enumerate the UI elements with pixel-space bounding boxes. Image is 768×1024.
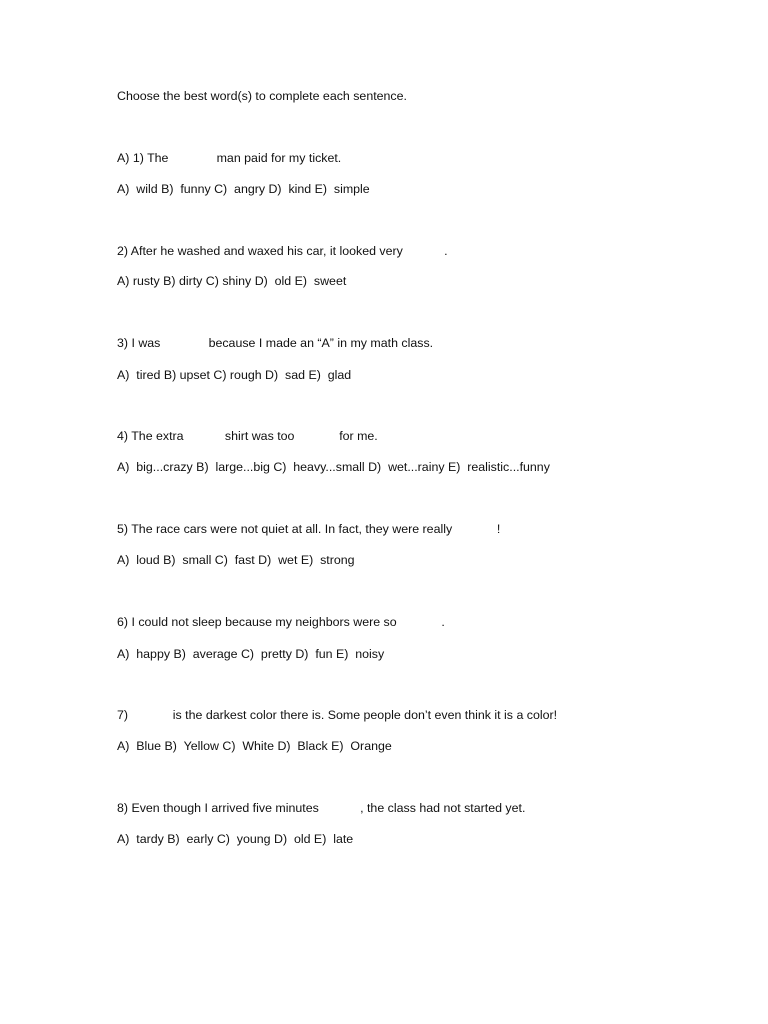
question-2-stem: 2) After he washed and waxed his car, it looked very . xyxy=(117,244,448,258)
question-2-options: A) rusty B) dirty C) shiny D) old E) sweet xyxy=(117,274,347,288)
question-1-stem: A) 1) The man paid for my ticket. xyxy=(117,151,342,165)
question-6-options: A) happy B) average C) pretty D) fun E) noisy xyxy=(117,647,385,661)
question-4-options: A) big...crazy B) large...big C) heavy...small D) wet...rainy E) realistic...funny xyxy=(117,460,550,474)
question-5-options: A) loud B) small C) fast D) wet E) strong xyxy=(117,553,355,567)
question-8-options: A) tardy B) early C) young D) old E) late xyxy=(117,832,354,846)
question-8-stem: 8) Even though I arrived five minutes , the class had not started yet. xyxy=(117,801,526,815)
question-3-stem: 3) I was because I made an “A” in my math class. xyxy=(117,336,434,350)
question-7-stem: 7) is the darkest color there is. Some people don’t even think it is a color! xyxy=(117,708,558,722)
question-3-options: A) tired B) upset C) rough D) sad E) glad xyxy=(117,368,352,382)
question-5-stem: 5) The race cars were not quiet at all. In fact, they were really ! xyxy=(117,522,501,536)
instructions: Choose the best word(s) to complete each sentence. xyxy=(117,89,407,103)
question-6-stem: 6) I could not sleep because my neighbors were so . xyxy=(117,615,445,629)
question-1-options: A) wild B) funny C) angry D) kind E) simple xyxy=(117,182,370,196)
question-7-options: A) Blue B) Yellow C) White D) Black E) Orange xyxy=(117,739,392,753)
question-4-stem: 4) The extra shirt was too for me. xyxy=(117,429,378,443)
